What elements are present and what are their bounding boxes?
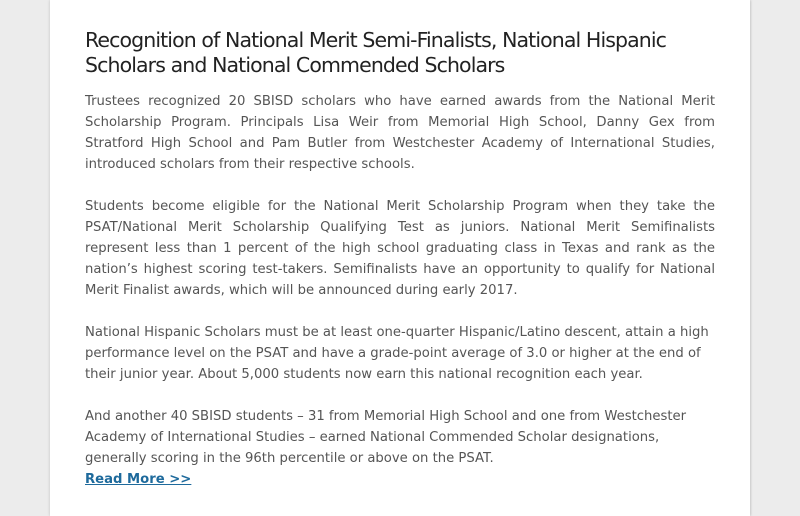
paragraph-hispanic-scholars: National Hispanic Scholars must be at least one-quarter Hispanic/Latino descent, attain a high performance level on the PSAT and have a grade-point average of 3.0 or higher at the end of their junior year. About 5,000 students now earn this national recognition each year.: [85, 325, 709, 382]
paragraph-eligibility: Students become eligible for the National Merit Scholarship Program when they take the PSAT/National Merit Scholarship Qualifying Test as juniors. National Merit Semifinalists represent less than 1 percent of the high school graduating class in Texas and rank as the nation’s highest scoring test-takers. Semifinalists have an opportunity to qualify for National Merit Finalist awards, which will be announced during early 2017.: [85, 199, 715, 298]
paragraph-commended-scholars: And another 40 SBISD students – 31 from Memorial High School and one from Westchester Academy of International Studies – earned National Commended Scholar designations, generally scoring in the 96th percentile or above on the PSAT.: [85, 409, 687, 466]
read-more-link[interactable]: Read More >>: [85, 472, 192, 487]
article-title: Recognition of National Merit Semi-Finalists, National Hispanic Scholars and National Commended Scholars: [85, 28, 667, 77]
paragraph-trustees-recognition: Trustees recognized 20 SBISD scholars who have earned awards from the National Merit Scholarship Program. Principals Lisa Weir from Memorial High School, Danny Gex from Stratford High School and Pam Butler from Westchester Academy of International Studies, introduced scholars from their respective schools.: [85, 94, 715, 172]
article-card: [50, 0, 750, 516]
article-body: [85, 91, 715, 490]
